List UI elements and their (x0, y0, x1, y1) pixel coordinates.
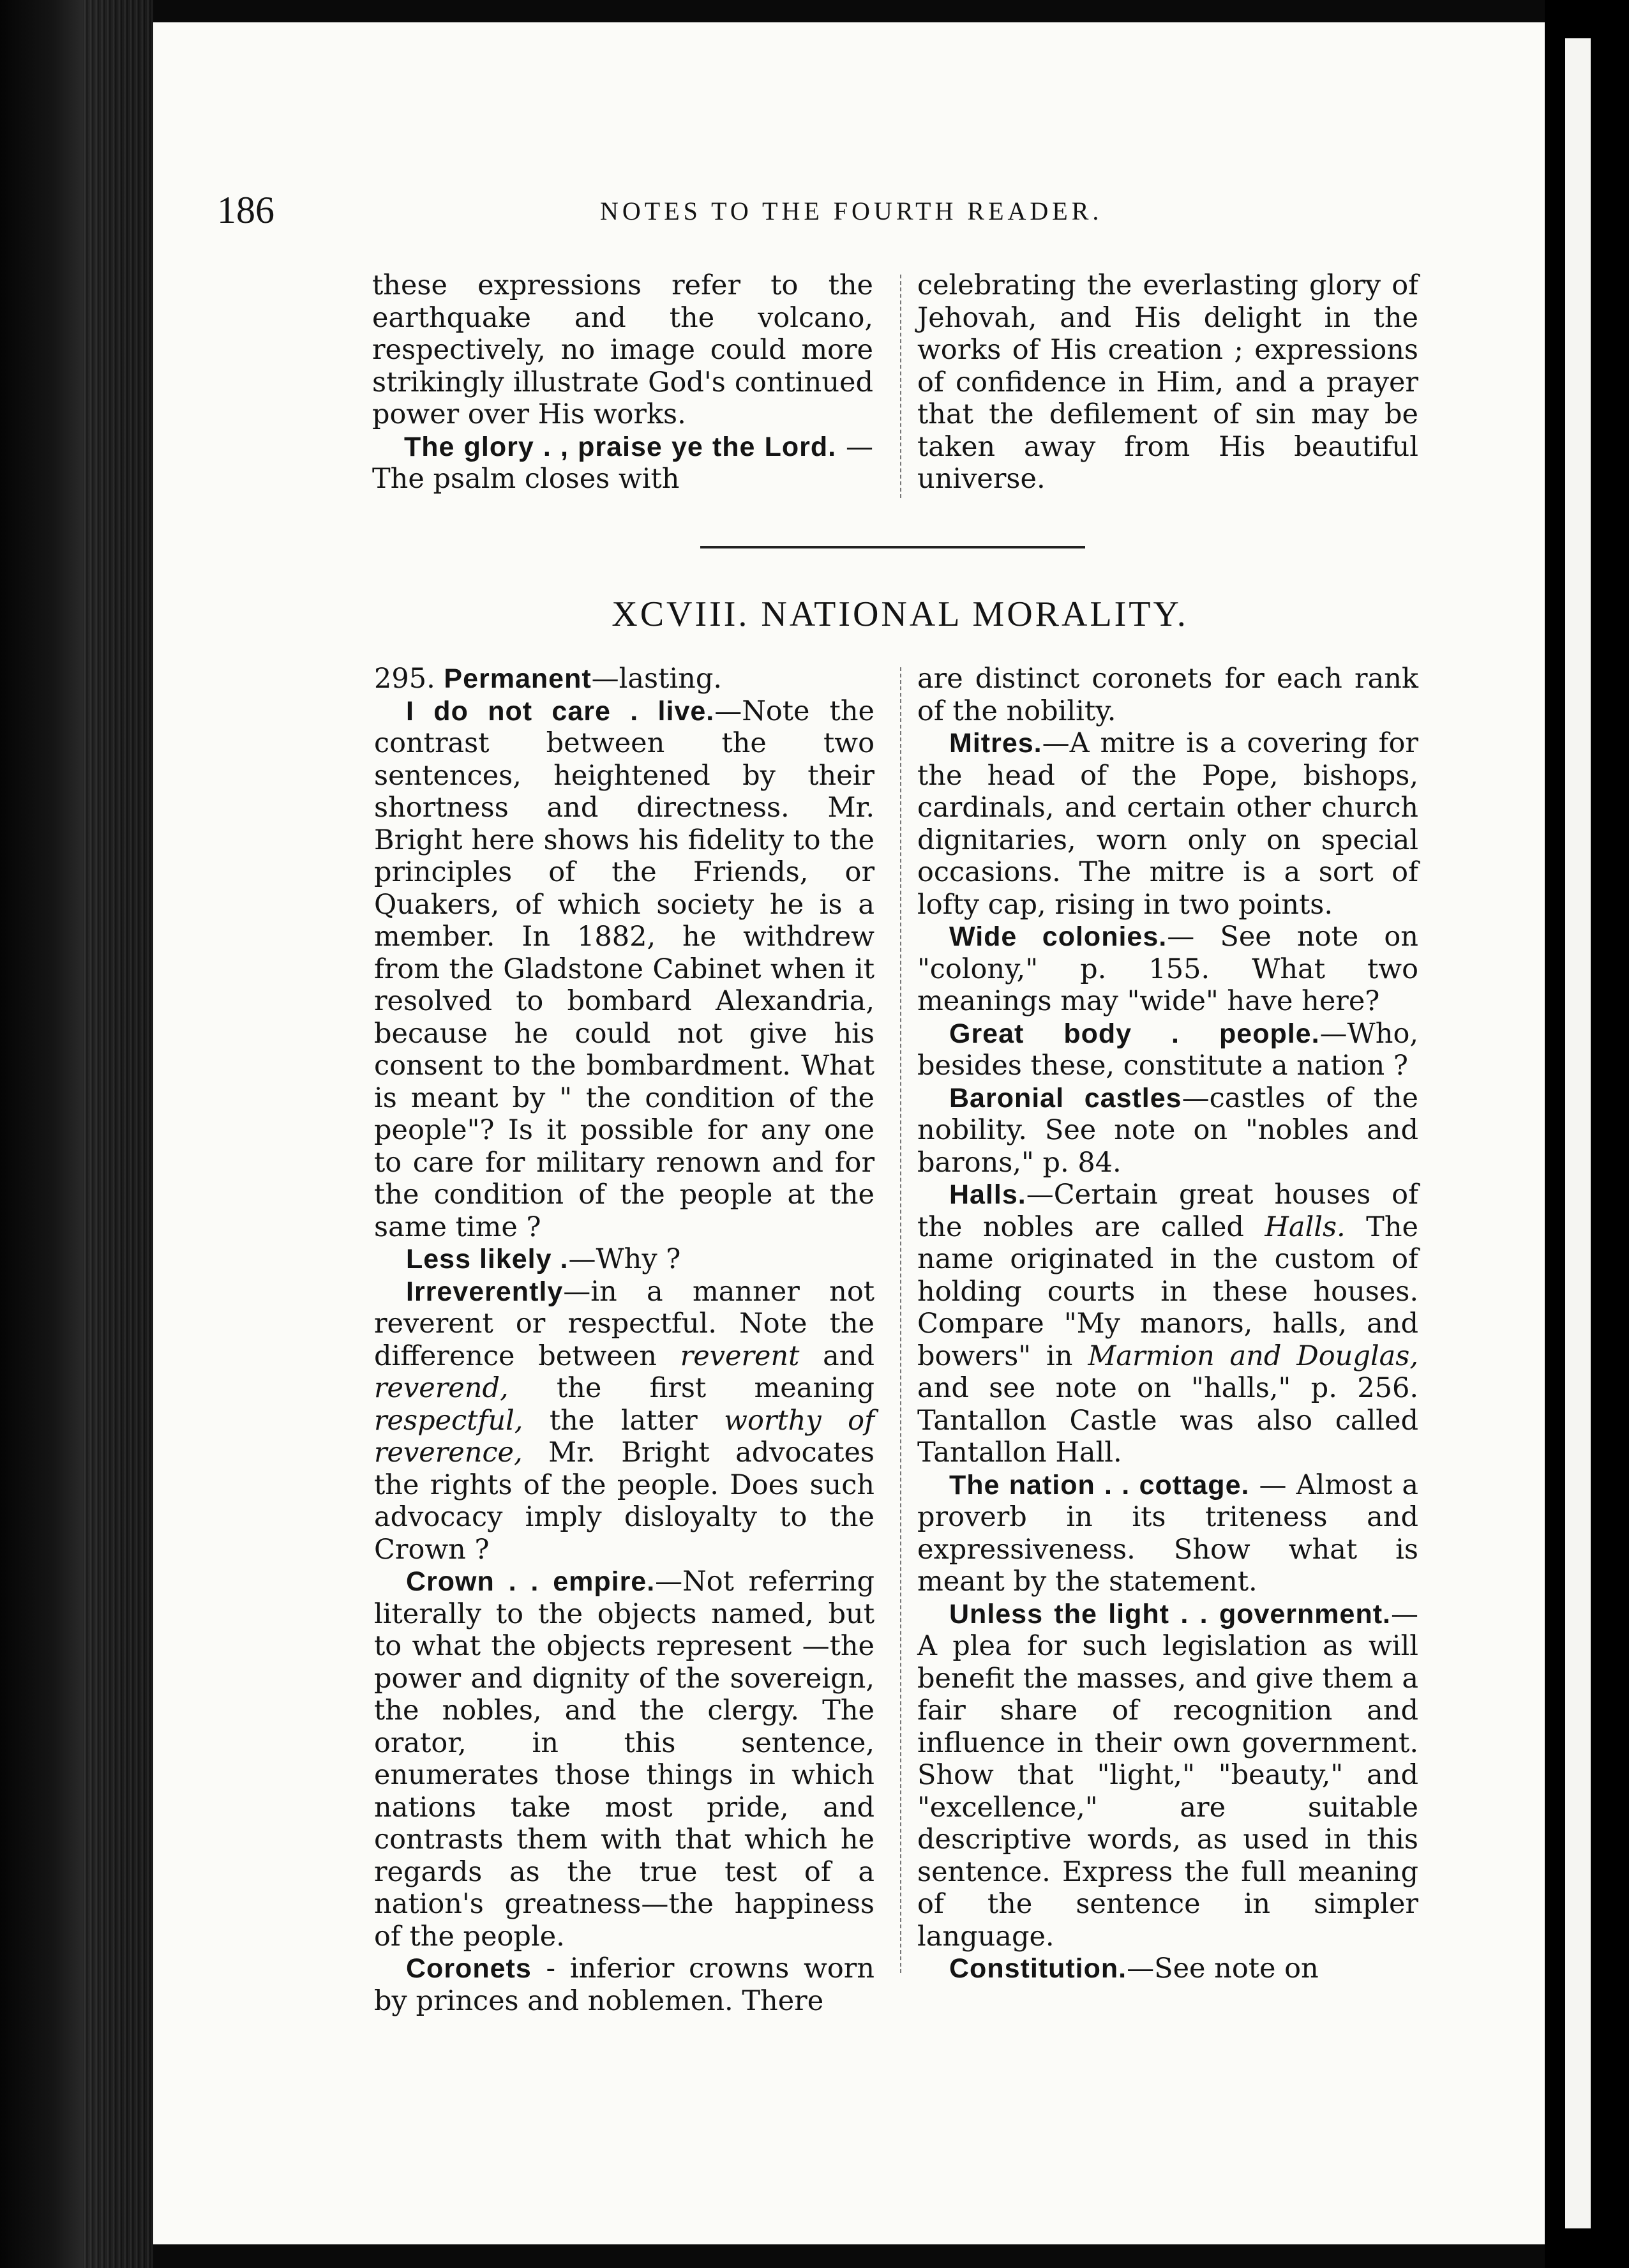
paragraph: Coronets - inferior crowns worn by princes and noblemen. There (374, 1953, 875, 2017)
note-number: 295. (374, 663, 444, 695)
paragraph: Baronial castles—castles of the nobility. See note on "nobles and barons," p. 84. (917, 1082, 1418, 1179)
paragraph: The nation . . cottage. — Almost a proverb in its triteness and expressiveness. Show what is meant by the statement. (917, 1469, 1418, 1598)
note-lemma: Halls. (949, 1179, 1026, 1210)
section-rule (700, 546, 1085, 548)
paragraph: Unless the light . . government.—A plea for such legislation as will benefit the masses, and give them a fair share of recognition and influence in their own government. Show that "light," "beauty," and "excellence," are suitable descriptive words, as used in this sentence. Express the full meaning of the sentence in simpler language. (917, 1598, 1418, 1953)
note-lemma: Wide colonies. (949, 921, 1167, 952)
next-page-sliver (1565, 38, 1591, 2228)
note-lemma: Permanent (444, 663, 592, 694)
paragraph: Wide colonies.— See note on "colony," p. 155. What two meanings may "wide" have here? (917, 921, 1418, 1017)
paragraph: Great body . people.—Who, besides these, constitute a nation ? (917, 1017, 1418, 1082)
paragraph: Irreverently—in a manner not reverent or respectful. Note the difference between reverent and reverend, the first meaning respectful, the latter worthy of reverence, Mr. Bright advocates the rights of the people. Does such advocacy imply disloyalty to the Crown ? (374, 1275, 875, 1566)
paragraph: Constitution.—See note on (949, 1953, 1319, 1984)
paragraph: celebrating the everlasting glory of Jehovah, and His delight in the works of His creation ; expressions of confidence in Him, and a prayer that the defilement of sin may be taken away from His beautiful universe. (917, 269, 1418, 495)
paragraph: Less likely .—Why ? (406, 1243, 681, 1275)
paragraph: are distinct coronets for each rank of the nobility. (917, 663, 1418, 727)
paragraph: I do not care . live.—Note the contrast between the two sentences, heightened by their shortness and directness. Mr. Bright here shows his fidelity to the principles of the Friends, or Quakers, of which society he is a member. In 1882, he withdrew from the Gladstone Cabinet when it resolved to bombard Alexandria, because he could not give his consent to the bombardment. What is meant by " the condition of the people"? Is it possible for any one to care for military renown and for the condition of the people at the same time ? (374, 695, 875, 1243)
note-lemma: The nation . . cottage. (949, 1469, 1250, 1501)
section-title: XCVIII. NATIONAL MORALITY. (612, 594, 1189, 634)
page-number: 186 (217, 189, 274, 231)
paragraph: Mitres.—A mitre is a covering for the head of the Pope, bishops, cardinals, and certain other church dignitaries, worn only on special occasions. The mitre is a sort of lofty cap, rising in two points. (917, 727, 1418, 921)
note-lemma: Mitres. (949, 728, 1042, 759)
paragraph: The glory . , praise ye the Lord. — The psalm closes with (372, 430, 874, 495)
right-column (917, 663, 1418, 1985)
column-divider (900, 275, 901, 498)
note-lemma: Irreverently (406, 1276, 564, 1307)
paragraph: Halls.—Certain great houses of the nobles are called Halls. The name originated in the custom of holding courts in these houses. Compare "My manors, halls, and bowers" in Marmion and Douglas, and see note on "halls," p. 256. Tantallon Castle was also called Tantallon Hall. (917, 1179, 1418, 1469)
running-title: NOTES TO THE FOURTH READER. (600, 197, 1103, 225)
note-lemma: Crown . . empire. (406, 1566, 656, 1597)
note-lemma: Coronets (406, 1953, 532, 1984)
top-right-column (917, 269, 1418, 495)
page-header (217, 188, 1420, 239)
paragraph: 295. Permanent—lasting. (374, 663, 723, 695)
paragraph: these expressions refer to the earthquake and the volcano, respectively, no image could more strikingly illustrate God's continued power over His works. (372, 269, 873, 430)
note-lemma: The glory . , praise ye the Lord. (404, 431, 837, 462)
note-lemma: Less likely . (406, 1244, 569, 1274)
page-edge-stack (83, 0, 153, 2268)
note-lemma: Baronial castles (949, 1082, 1182, 1114)
column-divider (900, 667, 901, 1973)
note-lemma: Great body . people. (949, 1018, 1320, 1049)
note-lemma: Constitution. (949, 1953, 1127, 1984)
note-lemma: Unless the light . . government. (949, 1598, 1391, 1629)
paragraph: Crown . . empire.—Not referring literally to the objects named, but to what the objects represent —the power and dignity of the sovereign, the nobles, and the clergy. The orator, in this sentence, enumerates those things in which nations take most pride, and contrasts them with that which he regards as the true test of a nation's greatness—the happiness of the people. (374, 1566, 875, 1953)
top-left-column (372, 269, 873, 495)
note-lemma: I do not care . live. (406, 695, 715, 727)
left-column (374, 663, 875, 2017)
